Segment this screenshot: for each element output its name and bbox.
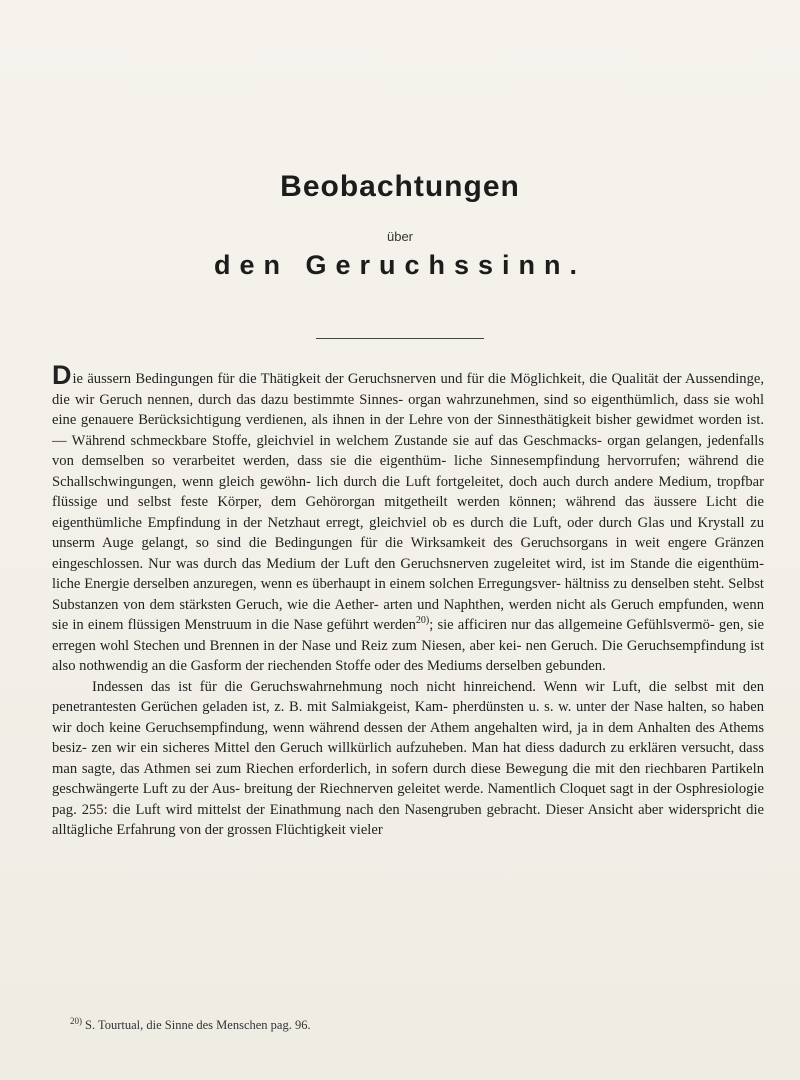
paragraph-2: Indessen das ist für die Geruchswahrnehmung noch nicht hinreichend. Wenn wir Luft, die selbst mit den penetrantesten Gerüchen geladen ist, z. B. mit Salmiakgeist, Kam- pherdünsten u. s. w. unter der Nase halten, so haben wir doch keine Geruchsempfindung, wenn während dessen der Athem angehalten wird, ja in dem Anhalten des Athems besiz- zen wir ein sicheres Mittel den Geruch willkürlich aufzuheben. Man hat diess dadurch zu erklären versucht, dass man sagte, das Athmen sei zum Riechen erforderlich, in sofern durch diese Bewegung die mit den riechbaren Partikeln geschwängerte Luft zu der Aus- breitung der Riechnerven geleitet werde. Namentlich Cloquet sagt in der Osphresiologie pag. 255: die Luft wird mittelst der Einathmung nach den Nasengruben gebracht. Dieser Ansicht aber widerspricht die alltägliche Erfahrung von der grossen Flüchtigkeit vieler: [52, 678, 764, 838]
footnote: [70, 1016, 311, 1033]
footnote-mark: 20): [70, 1016, 82, 1026]
paragraph-1-end: ; sie afficiren nur das allgemeine Gefühlsvermö- gen, sie erregen wohl Stechen und Brennen in der Nase und Reiz zum Niesen, aber kei- nen Geruch. Die Geruchsempfindung ist also nothwendig an die Gasform der riechenden Stoffe oder des Mediums derselben gebunden.: [52, 617, 764, 674]
page-title: Beobachtungen: [280, 170, 520, 203]
title-divider: [316, 338, 484, 339]
drop-cap: D: [52, 360, 72, 390]
page-title-line2: den Geruchssinn.: [213, 250, 587, 280]
footnote-reference: 20): [415, 615, 430, 626]
paragraph-1-start: ie äussern Bedingungen für die Thätigkeit der Geruchsnerven und für die Möglichkeit, die Qualität der Aussendinge, die wir Geruch nennen, durch das dazu bestimmte Sinnes- organ wahrzunehmen, sind so eigenthümlich, dass sie wohl eine genauere Berücksichtigung verdienen, als ihnen in der Lehre von der Sinnesthätigkeit bisher gewidmet worden ist. — Während schmeckbare Stoffe, gleichviel in welchem Zustande sie auf das Geschmacks- organ gelangen, jedenfalls von demselben so verarbeitet werden, dass sie die eigenthüm- liche Sinnesempfindung hervorrufen; während die Schallschwingungen, wenn gleich gewöhn- lich durch die Luft fortgeleitet, doch auch durch andere Medium, tropfbar flüssige und selbst feste Körper, dem Gehörorgan mitgetheilt werden können; während das äussere Licht die eigenthümliche Empfindung in der Netzhaut erregt, gleichviel ob es durch die Luft, oder durch Glas und Krystall zu unserm Auge gelangt, so sind die Bedingungen für die Wirksamkeit des Geruchsorgans in weit engere Gränzen eingeschlossen. Nur was durch das Medium der Luft den Geruchsnerven zugeleitet wird, ist im Stande die eigenthüm- liche Energie derselben anzuregen, wenn es überhaupt in einem solchen Erregungsver- hältniss zu denselben steht. Selbst Substanzen von dem stärksten Geruch, wie die Aether- arten und Naphthen, werden nicht als Geruch empfunden, wenn sie in einem flüssigen Menstruum in die Nase geführt werden: [52, 371, 764, 633]
page-subtitle: über: [386, 229, 414, 244]
body-text: [52, 360, 764, 841]
paragraph-1: [52, 360, 764, 677]
footnote-text: S. Tourtual, die Sinne des Menschen pag. 96.: [85, 1018, 311, 1032]
